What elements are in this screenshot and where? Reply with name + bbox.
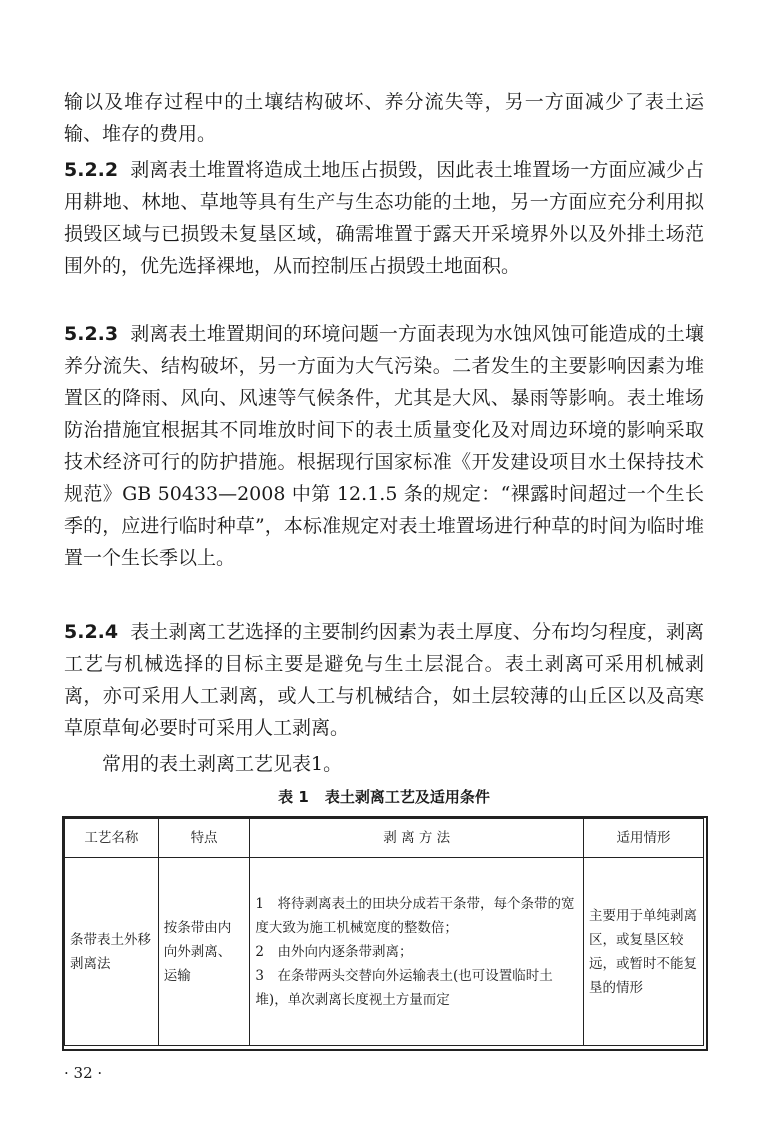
clause-number: 5.2.2 bbox=[64, 159, 119, 181]
paragraph-text: 剥离表土堆置将造成土地压占损毁，因此表土堆置场一方面应减少占用耕地、林地、草地等具有生产与生态功能的土地，另一方面应充分利用拟损毁区域与已损毁未复垦区域，确需堆置于露天开采境界外以及外排土场范围外的，优先选择裸地，从而控制压占损毁土地面积。 bbox=[64, 159, 704, 277]
stripping-process-table bbox=[64, 818, 704, 1046]
table-row bbox=[65, 858, 704, 1046]
table-header-row bbox=[65, 819, 704, 858]
page-number: · 32 · bbox=[64, 1064, 103, 1082]
header-method: 剥 离 方 法 bbox=[250, 819, 584, 858]
table-number: 表 1 bbox=[278, 788, 309, 806]
clause-number: 5.2.3 bbox=[64, 323, 119, 345]
cell-process-name: 条带表土外移剥离法 bbox=[65, 858, 159, 1046]
table-caption bbox=[64, 786, 704, 807]
paragraph-continued bbox=[64, 86, 704, 150]
paragraph-text: 表土剥离工艺选择的主要制约因素为表土厚度、分布均匀程度，剥离工艺与机械选择的目标主要是避免与生土层混合。表土剥离可采用机械剥离，亦可采用人工剥离，或人工与机械结合，如土层较薄的山丘区以及高寒草原草甸必要时可采用人工剥离。 bbox=[64, 621, 704, 739]
paragraph-text: 剥离表土堆置期间的环境问题一方面表现为水蚀风蚀可能造成的土壤养分流失、结构破坏，另一方面为大气污染。二者发生的主要影响因素为堆置区的降雨、风向、风速等气候条件，尤其是大风、暴雨等影响。表土堆场防治措施宜根据其不同堆放时间下的表土质量变化及对周边环境的影响采取技术经济可行的防护措施。根据现行国家标准《开发建设项目水土保持技术规范》GB 50433—2008 中第 12.1.5 条的规定：“裸露时间超过一个生长季的，应进行临时种草”，本标准规定对表土堆置场进行种草的时间为临时堆置一个生长季以上。 bbox=[64, 323, 704, 569]
clause-5-2-4 bbox=[64, 616, 704, 744]
clause-5-2-3 bbox=[64, 318, 704, 574]
paragraph-text: 常用的表土剥离工艺见表1。 bbox=[102, 753, 343, 775]
header-feature: 特点 bbox=[158, 819, 250, 858]
table-reference bbox=[64, 748, 704, 780]
paragraph-text: 输以及堆存过程中的土壤结构破坏、养分流失等，另一方面减少了表土运输、堆存的费用。 bbox=[64, 91, 704, 145]
header-process-name: 工艺名称 bbox=[65, 819, 159, 858]
cell-feature: 按条带由内向外剥离、运输 bbox=[158, 858, 250, 1046]
method-step: 3 在条带两头交替向外运输表土(也可设置临时土堆)，单次剥离长度视土方量而定 bbox=[255, 967, 553, 1008]
header-usage: 适用情形 bbox=[584, 819, 704, 858]
clause-number: 5.2.4 bbox=[64, 621, 119, 643]
method-step: 2 由外向内逐条带剥离； bbox=[255, 943, 413, 960]
method-step: 1 将待剥离表土的田块分成若干条带，每个条带的宽度大致为施工机械宽度的整数倍； bbox=[255, 895, 575, 936]
cell-usage: 主要用于单纯剥离区，或复垦区较远，或暂时不能复垦的情形 bbox=[584, 858, 704, 1046]
cell-method bbox=[250, 858, 584, 1046]
clause-5-2-2 bbox=[64, 154, 704, 282]
table-title: 表土剥离工艺及适用条件 bbox=[324, 788, 490, 806]
